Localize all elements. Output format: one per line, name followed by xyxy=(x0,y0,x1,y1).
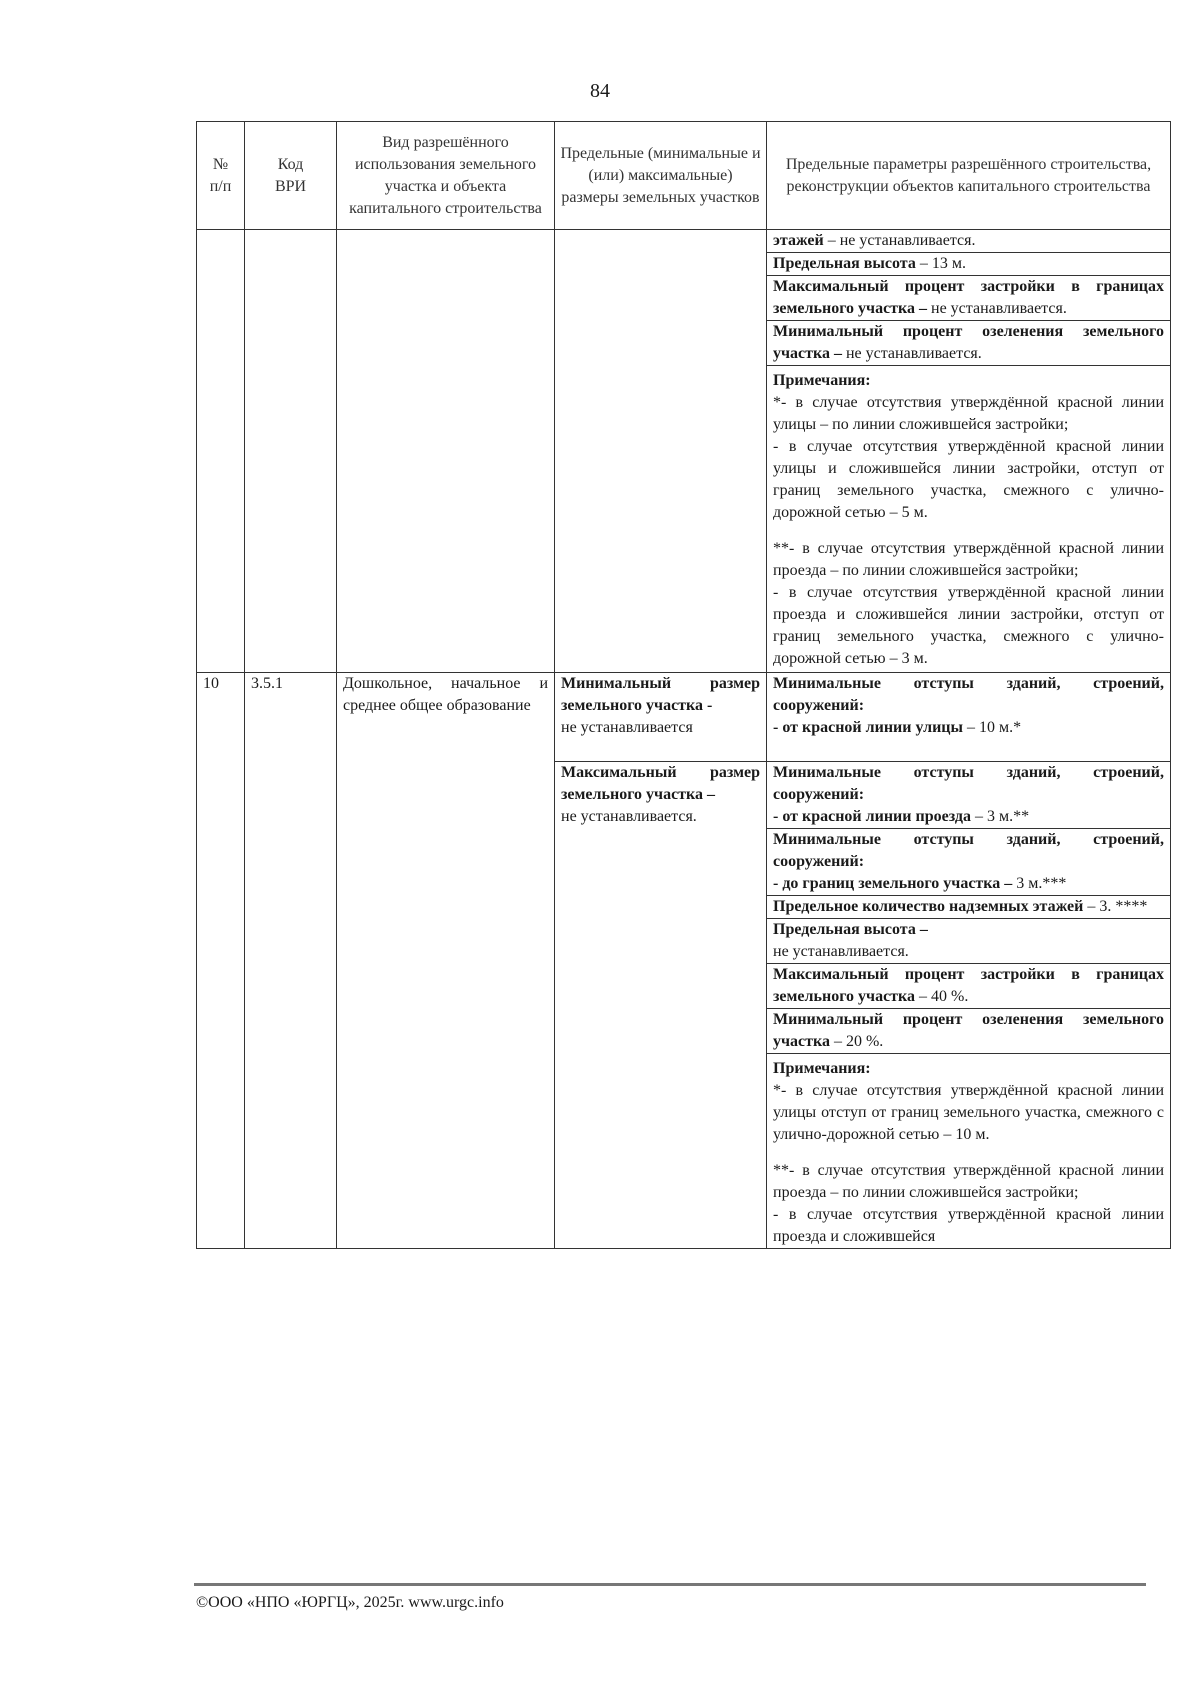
param-cell: Предельная высота – 13 м. xyxy=(767,253,1171,276)
table-cell xyxy=(337,230,555,673)
footer-divider xyxy=(194,1583,1146,1586)
note-paragraph: *- в случае отсутствия утверждённой красной линии улицы отступ от границ земельного участка, смежного с улично-дорожной сетью – 10 м. xyxy=(773,1082,1164,1143)
row-use-type: Дошкольное, начальное и среднее общее образование xyxy=(337,673,555,1249)
header-plot-sizes: Предельные (минимальные и (или) максимальные) размеры земельных участков xyxy=(555,122,767,230)
param-cell: Минимальные отступы зданий, строений, сооружений: - от красной линии проезда – 3 м.** xyxy=(767,762,1171,829)
plot-size-min: Минимальный размер земельного участка - не устанавливается xyxy=(555,673,767,762)
notes-cell xyxy=(767,1054,1171,1249)
header-code: Код ВРИ xyxy=(245,122,337,230)
notes-cell xyxy=(767,366,1171,673)
note-paragraph: - в случае отсутствия утверждённой красной линии проезда и сложившейся линии застройки, отступ от границ земельного участка, смежного с улично-дорожной сетью – 3 м. xyxy=(773,584,1164,667)
table-row xyxy=(197,230,1171,253)
param-cell: Минимальный процент озеленения земельного участка – 20 %. xyxy=(767,1009,1171,1054)
row-code: 3.5.1 xyxy=(245,673,337,1249)
param-cell: Минимальные отступы зданий, строений, сооружений: - до границ земельного участка – 3 м.*** xyxy=(767,829,1171,896)
param-cell: Максимальный процент застройки в границах земельного участка – 40 %. xyxy=(767,964,1171,1009)
param-cell: Минимальные отступы зданий, строений, сооружений: - от красной линии улицы – 10 м.* xyxy=(767,673,1171,762)
table-row xyxy=(197,673,1171,762)
note-paragraph: *- в случае отсутствия утверждённой красной линии улицы – по линии сложившейся застройки; xyxy=(773,394,1164,433)
table-cell xyxy=(555,230,767,673)
note-paragraph: - в случае отсутствия утверждённой красной линии проезда и сложившейся xyxy=(773,1206,1164,1245)
param-cell: Предельное количество надземных этажей – 3. **** xyxy=(767,896,1171,919)
page-number: 84 xyxy=(590,80,610,102)
header-construction-params: Предельные параметры разрешённого строительства, реконструкции объектов капитального строительства xyxy=(767,122,1171,230)
header-num: № п/п xyxy=(197,122,245,230)
param-cell: Максимальный процент застройки в границах земельного участка – не устанавливается. xyxy=(767,276,1171,321)
notes-title: Примечания: xyxy=(773,372,871,389)
footer-copyright: ©ООО «НПО «ЮРГЦ», 2025г. www.urgc.info xyxy=(196,1594,504,1611)
param-cell: Предельная высота – не устанавливается. xyxy=(767,919,1171,964)
notes-title: Примечания: xyxy=(773,1060,871,1077)
row-number: 10 xyxy=(197,673,245,1249)
note-paragraph: **- в случае отсутствия утверждённой красной линии проезда – по линии сложившейся застройки; xyxy=(773,540,1164,579)
param-cell: Минимальный процент озеленения земельного участка – не устанавливается. xyxy=(767,321,1171,366)
note-paragraph: - в случае отсутствия утверждённой красной линии улицы и сложившейся линии застройки, отступ от границ земельного участка, смежного с улично-дорожной сетью – 5 м. xyxy=(773,438,1164,521)
note-paragraph: **- в случае отсутствия утверждённой красной линии проезда – по линии сложившейся застройки; xyxy=(773,1162,1164,1201)
plot-size-max: Максимальный размер земельного участка – не устанавливается. xyxy=(555,762,767,1249)
param-cell: этажей – не устанавливается. xyxy=(767,230,1171,253)
zoning-parameters-table xyxy=(196,121,1171,1249)
table-cell xyxy=(245,230,337,673)
table-cell xyxy=(197,230,245,673)
table-header-row xyxy=(197,122,1171,230)
header-use-type: Вид разрешённого использования земельного участка и объекта капитального строительства xyxy=(337,122,555,230)
